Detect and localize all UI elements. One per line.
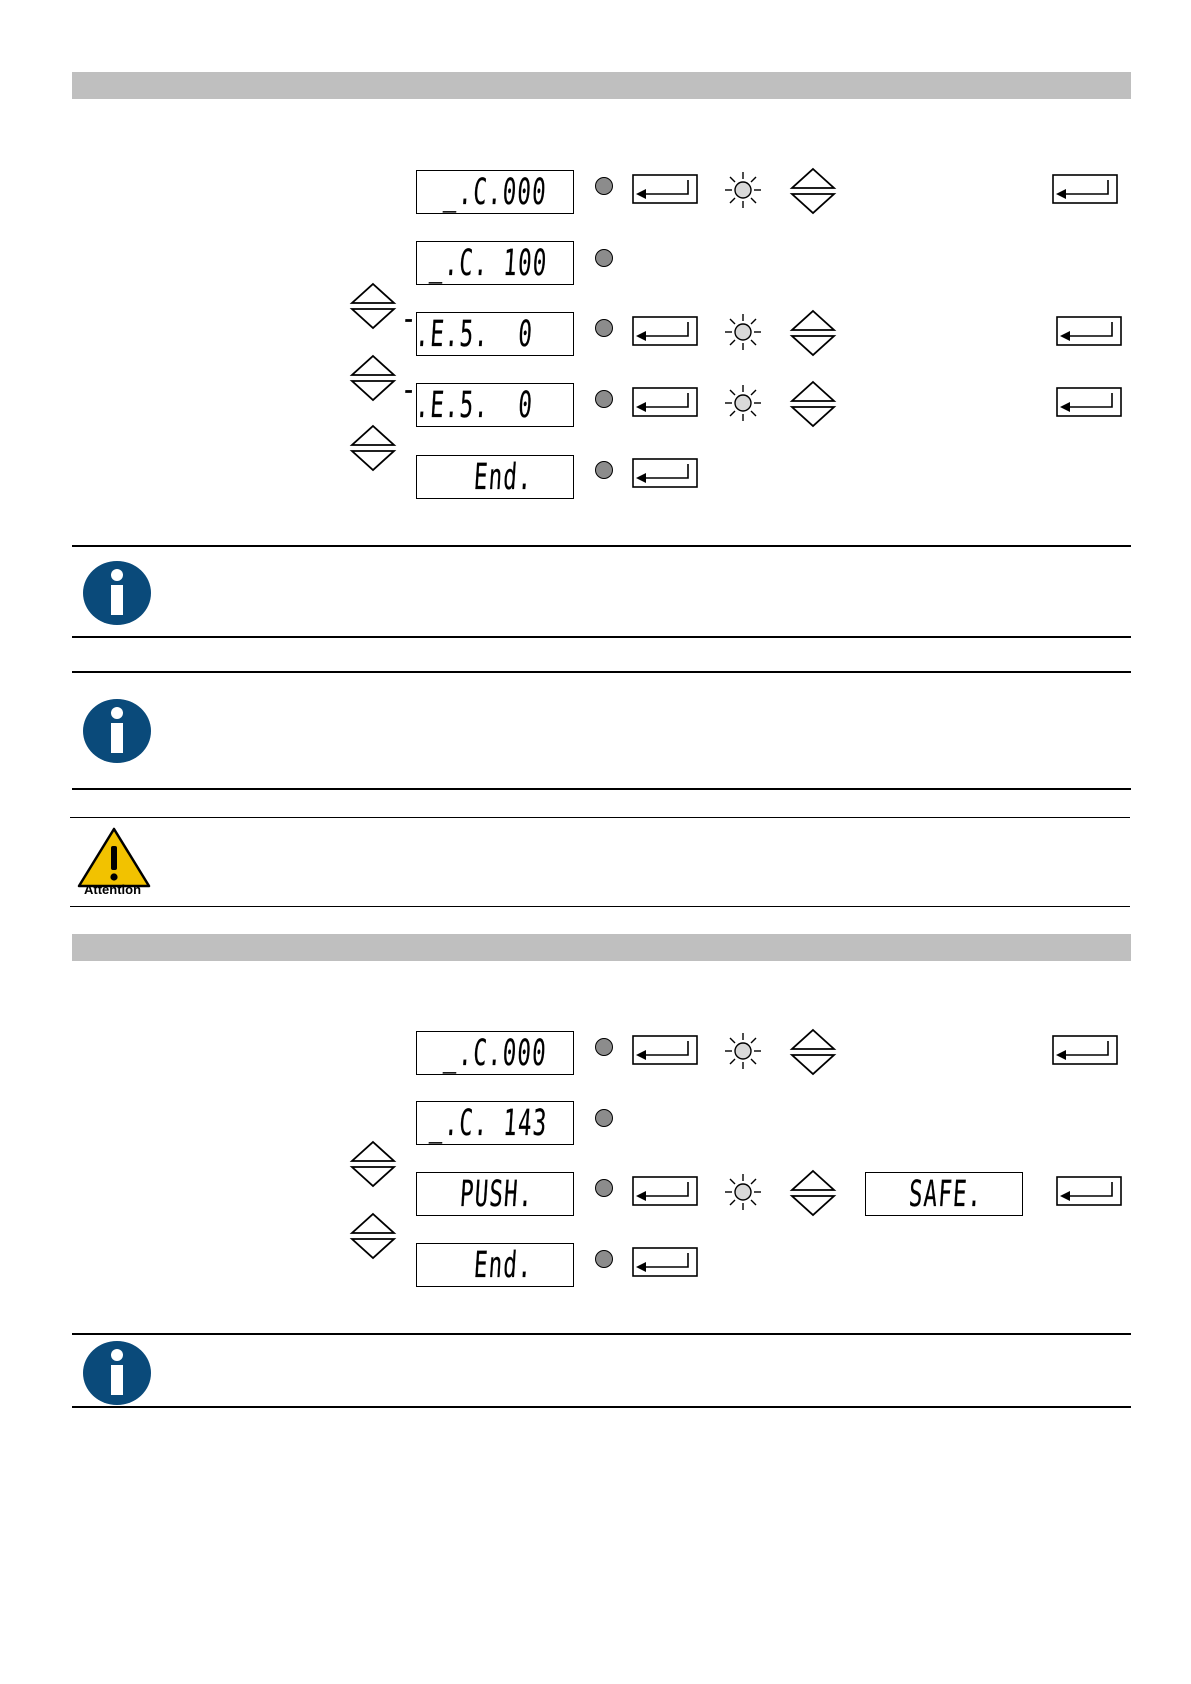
up-down-arrow-icon bbox=[350, 282, 396, 330]
enter-key-icon bbox=[632, 174, 698, 204]
enter-key-icon bbox=[632, 1247, 698, 1277]
note-bottom-rule bbox=[70, 906, 1130, 907]
lcd-display-text: _.C.000 bbox=[442, 1033, 549, 1074]
enter-key-icon bbox=[632, 316, 698, 346]
blinking-light-icon bbox=[723, 312, 763, 352]
blinking-light-icon bbox=[723, 170, 763, 210]
lcd-display-text: _.C.000 bbox=[442, 172, 549, 213]
lcd-display bbox=[416, 241, 574, 285]
lcd-display-text: ¯.E.5. 0 bbox=[399, 385, 535, 426]
up-down-arrow-icon bbox=[350, 354, 396, 402]
lcd-display bbox=[416, 1101, 574, 1145]
enter-key-icon bbox=[1056, 316, 1122, 346]
lcd-display-text: End. bbox=[472, 1245, 535, 1286]
up-down-arrow-icon bbox=[790, 380, 836, 428]
enter-key-icon bbox=[632, 1176, 698, 1206]
enter-key-icon bbox=[1052, 174, 1118, 204]
lcd-display bbox=[399, 383, 574, 427]
status-led bbox=[595, 1179, 613, 1197]
status-led bbox=[595, 177, 613, 195]
up-down-arrow-icon bbox=[350, 424, 396, 472]
enter-key-icon bbox=[632, 458, 698, 488]
enter-key-icon bbox=[632, 1035, 698, 1065]
lcd-display-text: _.C. 143 bbox=[428, 1103, 549, 1144]
status-led bbox=[595, 461, 613, 479]
status-led bbox=[595, 390, 613, 408]
enter-key-icon bbox=[632, 387, 698, 417]
lcd-display bbox=[416, 170, 574, 214]
note-bottom-rule bbox=[72, 1406, 1131, 1408]
up-down-arrow-icon bbox=[350, 1140, 396, 1188]
note-top-rule bbox=[72, 671, 1131, 673]
up-down-arrow-icon bbox=[790, 1169, 836, 1217]
info-icon bbox=[82, 1340, 152, 1406]
up-down-arrow-icon bbox=[790, 167, 836, 215]
lcd-display bbox=[416, 455, 574, 499]
up-down-arrow-icon bbox=[350, 1212, 396, 1260]
lcd-display-text: ¯.E.5. 0 bbox=[399, 314, 535, 355]
lcd-display-result bbox=[865, 1172, 1023, 1216]
up-down-arrow-icon bbox=[790, 309, 836, 357]
enter-key-icon bbox=[1052, 1035, 1118, 1065]
status-led bbox=[595, 249, 613, 267]
blinking-light-icon bbox=[723, 383, 763, 423]
enter-key-icon bbox=[1056, 1176, 1122, 1206]
note-top-rule bbox=[72, 1333, 1131, 1335]
lcd-display-text: SAFE. bbox=[907, 1174, 984, 1215]
status-led bbox=[595, 1038, 613, 1056]
lcd-display bbox=[399, 312, 574, 356]
note-bottom-rule bbox=[72, 788, 1131, 790]
lcd-display bbox=[416, 1243, 574, 1287]
lcd-display-text: _.C. 100 bbox=[428, 243, 549, 284]
lcd-display-text: End. bbox=[472, 457, 535, 498]
attention-label: Attention bbox=[84, 882, 142, 897]
note-top-rule bbox=[70, 817, 1130, 818]
status-led bbox=[595, 1250, 613, 1268]
blinking-light-icon bbox=[723, 1172, 763, 1212]
up-down-arrow-icon bbox=[790, 1028, 836, 1076]
status-led bbox=[595, 319, 613, 337]
status-led bbox=[595, 1109, 613, 1127]
section-header-band bbox=[72, 72, 1131, 99]
info-icon bbox=[82, 698, 152, 764]
warning-triangle-icon bbox=[76, 826, 152, 888]
note-top-rule bbox=[72, 545, 1131, 547]
enter-key-icon bbox=[1056, 387, 1122, 417]
section-header-band bbox=[72, 934, 1131, 961]
lcd-display bbox=[416, 1031, 574, 1075]
info-icon bbox=[82, 560, 152, 626]
lcd-display-text: PUSH. bbox=[458, 1174, 535, 1215]
lcd-display bbox=[416, 1172, 574, 1216]
blinking-light-icon bbox=[723, 1031, 763, 1071]
note-bottom-rule bbox=[72, 636, 1131, 638]
